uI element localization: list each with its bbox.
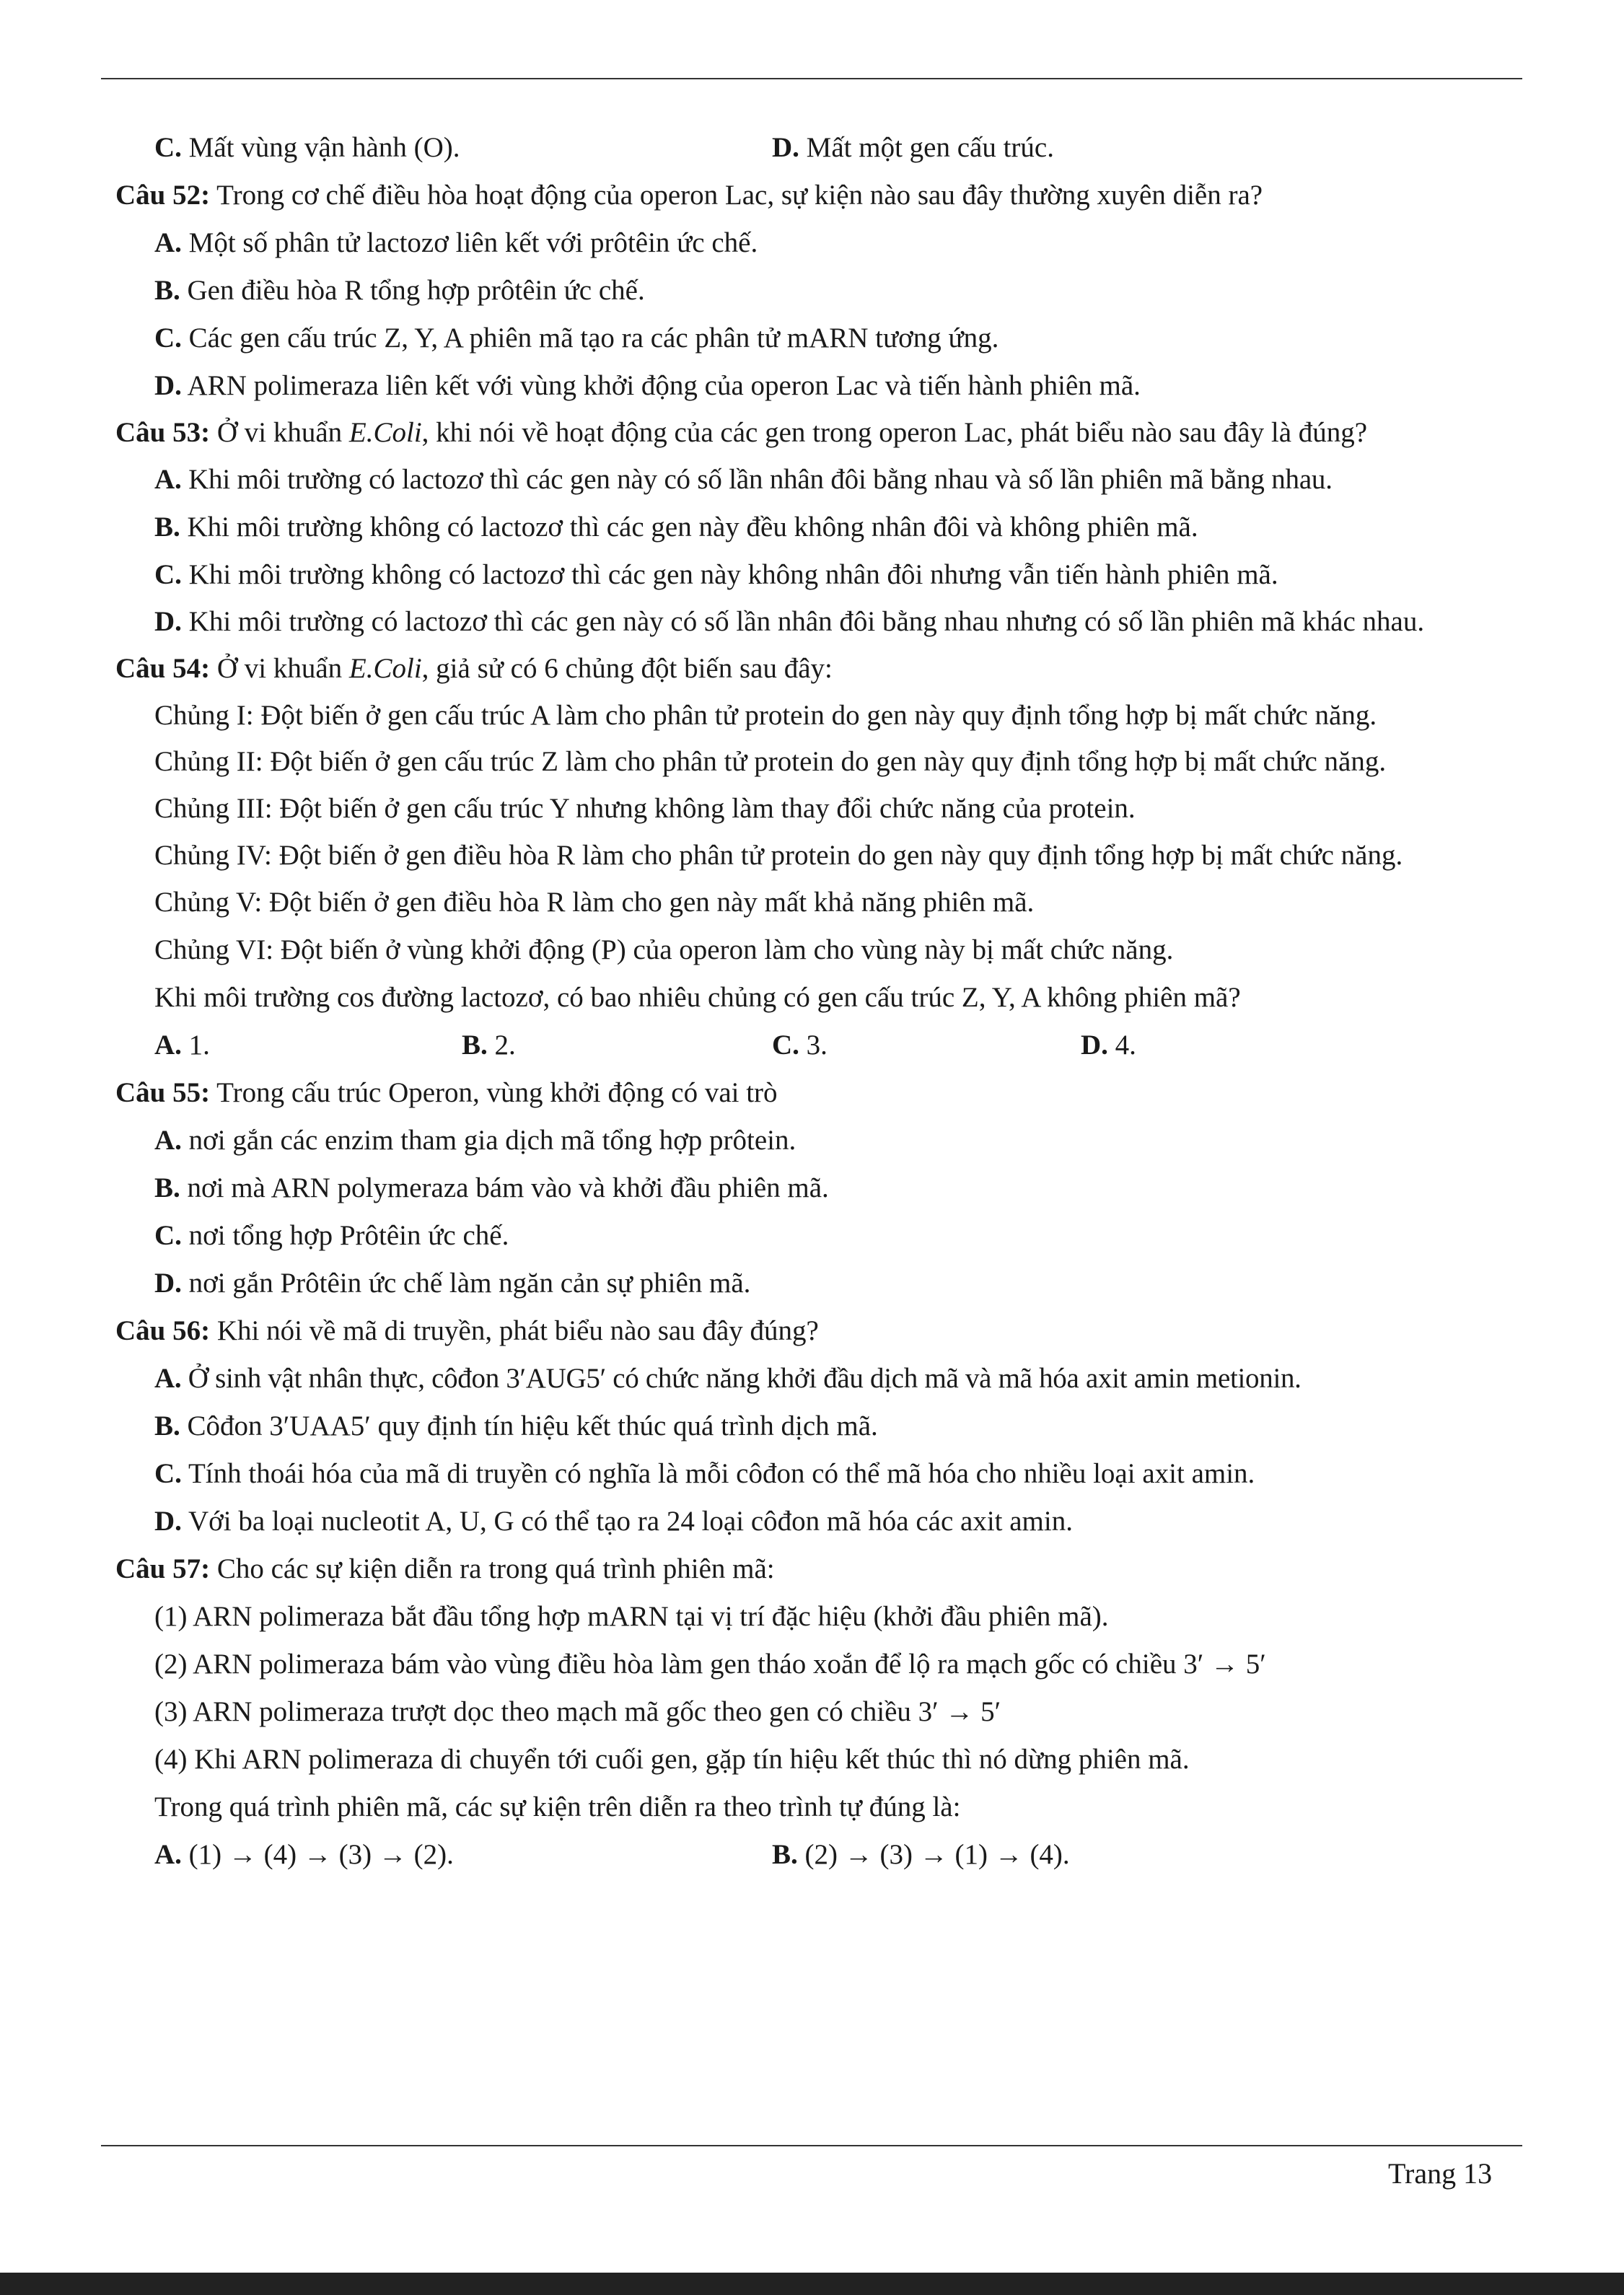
- option-text: nơi mà ARN polymeraza bám vào và khởi đầu phiên mã.: [187, 1172, 829, 1203]
- q54-strain-2: Chủng II: Đột biến ở gen cấu trúc Z làm cho phân tử protein do gen này quy định tổng hợp bị mất chức năng.: [154, 746, 1387, 777]
- option-label: A.: [154, 227, 182, 258]
- q55-option-c: [115, 1212, 1551, 1260]
- q54-strain-3: Chủng III: Đột biến ở gen cấu trúc Y nhưng không làm thay đổi chức năng của protein.: [154, 793, 1136, 824]
- option-text: ARN polimeraza liên kết với vùng khởi động của operon Lac và tiến hành phiên mã.: [187, 370, 1141, 401]
- q56-option-c: [115, 1450, 1551, 1498]
- bottom-edge-bar: [0, 2273, 1624, 2295]
- footer-rule: [101, 2145, 1522, 2146]
- option-label: A.: [154, 1125, 182, 1156]
- option-label: C.: [154, 322, 182, 354]
- question-label: Câu 54:: [115, 653, 211, 684]
- q52-option-c: [115, 315, 1551, 362]
- stem-text: Ở vi khuẩn: [216, 653, 343, 684]
- option-text: Khi môi trường có lactozơ thì các gen này có số lần nhân đôi bằng nhau và số lần phiên mã bằng nhau.: [188, 464, 1333, 495]
- option-label: B.: [772, 1839, 798, 1870]
- q52-option-b: [115, 267, 1551, 315]
- option-text: 2.: [494, 1030, 516, 1061]
- q55-option-a: [115, 1117, 1551, 1164]
- q57-event-4: (4) Khi ARN polimeraza di chuyển tới cuối gen, gặp tín hiệu kết thúc thì nó dừng phiên mã.: [154, 1744, 1190, 1775]
- q52-option-d: [115, 362, 1551, 410]
- option-text: 1.: [188, 1030, 210, 1061]
- q56-option-b: [115, 1403, 1551, 1450]
- option-label: B.: [154, 1410, 180, 1441]
- q54-stem: [115, 645, 1551, 693]
- option-text: nơi tổng hợp Prôtêin ức chế.: [188, 1220, 509, 1251]
- q51-option-c: [154, 124, 460, 172]
- option-text: (2) → (3) → (1) → (4).: [804, 1839, 1070, 1870]
- q54-options: [115, 1022, 1551, 1069]
- option-label: C.: [154, 1220, 182, 1251]
- stem-text: Ở vi khuẩn: [216, 417, 343, 448]
- q51-option-d: [772, 124, 1054, 172]
- q57-event-2: (2) ARN polimeraza bám vào vùng điều hòa làm gen tháo xoắn để lộ ra mạch gốc có chiều 3′ → 5′: [154, 1649, 1266, 1680]
- option-label: B.: [154, 512, 180, 543]
- option-label: B.: [154, 275, 180, 306]
- question-label: Câu 57:: [115, 1553, 211, 1584]
- q53-option-a: [115, 456, 1551, 504]
- q56-option-d: [115, 1498, 1551, 1545]
- question-stem: Trong cơ chế điều hòa hoạt động của operon Lac, sự kiện nào sau đây thường xuyên diễn ra?: [216, 180, 1263, 211]
- option-label: B.: [462, 1030, 488, 1061]
- option-text: Khi môi trường có lactozơ thì các gen này có số lần nhân đôi bằng nhau nhưng có số lần phiên mã khác nhau.: [188, 606, 1425, 637]
- page-number: Trang 13: [1388, 2157, 1493, 2190]
- q57-option-b: [772, 1831, 1070, 1879]
- species-name: E.Coli: [348, 417, 422, 448]
- question-stem: Cho các sự kiện diễn ra trong quá trình phiên mã:: [216, 1553, 775, 1584]
- q56-stem: [115, 1307, 1551, 1355]
- option-label: D.: [154, 1268, 182, 1299]
- header-rule: [101, 78, 1522, 79]
- option-label: C.: [154, 132, 182, 163]
- page-content: [115, 124, 1551, 1879]
- q53-option-d: [115, 599, 1551, 645]
- option-text: Côđon 3′UAA5′ quy định tín hiệu kết thúc quá trình dịch mã.: [187, 1410, 878, 1441]
- option-label: A.: [154, 1839, 182, 1870]
- question-label: Câu 56:: [115, 1315, 211, 1346]
- option-label: D.: [154, 1506, 182, 1537]
- q57-event-3: (3) ARN polimeraza trượt dọc theo mạch mã gốc theo gen có chiều 3′ → 5′: [154, 1696, 1001, 1727]
- option-label: D.: [154, 606, 182, 637]
- q54-strain-4: Chủng IV: Đột biến ở gen điều hòa R làm cho phân tử protein do gen này quy định tổng hợp bị mất chức năng.: [154, 840, 1403, 871]
- question-stem: Trong cấu trúc Operon, vùng khởi động có vai trò: [216, 1077, 778, 1108]
- question-stem: Khi nói về mã di truyền, phát biểu nào sau đây đúng?: [216, 1315, 819, 1346]
- option-text: Các gen cấu trúc Z, Y, A phiên mã tạo ra các phân tử mARN tương ứng.: [188, 322, 999, 354]
- stem-text: , giả sử có 6 chủng đột biến sau đây:: [421, 653, 833, 684]
- option-text: Khi môi trường không có lactozơ thì các gen này đều không nhân đôi và không phiên mã.: [187, 512, 1198, 543]
- option-text: Khi môi trường không có lactozơ thì các gen này không nhân đôi nhưng vẫn tiến hành phiên mã.: [188, 559, 1278, 590]
- q54-option-b: [462, 1022, 516, 1069]
- option-text: Mất một gen cấu trúc.: [806, 132, 1054, 163]
- option-label: C.: [772, 1030, 799, 1061]
- q57-question: Trong quá trình phiên mã, các sự kiện trên diễn ra theo trình tự đúng là:: [154, 1791, 961, 1822]
- question-label: Câu 52:: [115, 180, 211, 211]
- q55-option-b: [115, 1164, 1551, 1212]
- species-name: E.Coli: [348, 653, 422, 684]
- option-text: Tính thoái hóa của mã di truyền có nghĩa là mỗi côđon có thể mã hóa cho nhiều loại axit amin.: [188, 1458, 1255, 1489]
- q57-options: [115, 1831, 1551, 1879]
- option-text: Mất vùng vận hành (O).: [188, 132, 460, 163]
- q53-option-c: [115, 551, 1551, 599]
- option-label: A.: [154, 1030, 182, 1061]
- q54-option-a: [154, 1022, 210, 1069]
- q53-option-b: [115, 504, 1551, 551]
- option-label: C.: [154, 559, 182, 590]
- option-label: A.: [154, 1363, 182, 1394]
- q54-question: Khi môi trường cos đường lactozơ, có bao nhiêu chủng có gen cấu trúc Z, Y, A không phiên mã?: [154, 982, 1241, 1013]
- q54-option-d: [1081, 1022, 1136, 1069]
- q57-event-1: (1) ARN polimeraza bắt đầu tổng hợp mARN tại vị trí đặc hiệu (khởi đầu phiên mã).: [154, 1601, 1109, 1632]
- option-text: nơi gắn các enzim tham gia dịch mã tổng hợp prôtein.: [188, 1125, 796, 1156]
- q56-option-a: [115, 1355, 1551, 1403]
- option-text: 4.: [1115, 1030, 1136, 1061]
- q52-stem: [115, 172, 1551, 219]
- stem-text: , khi nói về hoạt động của các gen trong operon Lac, phát biểu nào sau đây là đúng?: [421, 417, 1368, 448]
- option-text: Với ba loại nucleotit A, U, G có thể tạo ra 24 loại côđon mã hóa các axit amin.: [188, 1506, 1073, 1537]
- option-label: C.: [154, 1458, 182, 1489]
- q55-option-d: [115, 1260, 1551, 1307]
- option-label: D.: [1081, 1030, 1108, 1061]
- option-text: Gen điều hòa R tổng hợp prôtêin ức chế.: [187, 275, 645, 306]
- option-label: B.: [154, 1172, 180, 1203]
- q54-option-c: [772, 1022, 828, 1069]
- option-text: (1) → (4) → (3) → (2).: [188, 1839, 454, 1870]
- option-label: D.: [154, 370, 182, 401]
- option-text: 3.: [806, 1030, 828, 1061]
- q53-stem: [115, 410, 1551, 456]
- q52-option-a: [115, 219, 1551, 267]
- option-label: D.: [772, 132, 799, 163]
- option-text: nơi gắn Prôtêin ức chế làm ngăn cản sự phiên mã.: [188, 1268, 751, 1299]
- option-label: A.: [154, 464, 182, 495]
- option-text: Một số phân tử lactozơ liên kết với prôtêin ức chế.: [188, 227, 758, 258]
- q57-stem: [115, 1545, 1551, 1593]
- question-label: Câu 53:: [115, 417, 211, 448]
- question-label: Câu 55:: [115, 1077, 211, 1108]
- option-text: Ở sinh vật nhân thực, côđon 3′AUG5′ có chức năng khởi đầu dịch mã và mã hóa axit amin metionin.: [188, 1363, 1302, 1394]
- q54-strain-5: Chủng V: Đột biến ở gen điều hòa R làm cho gen này mất khả năng phiên mã.: [154, 887, 1035, 918]
- q54-strain-1: Chủng I: Đột biến ở gen cấu trúc A làm cho phân tử protein do gen này quy định tổng hợp bị mất chức năng.: [154, 700, 1377, 731]
- q54-strain-6: Chủng VI: Đột biến ở vùng khởi động (P) của operon làm cho vùng này bị mất chức năng.: [154, 934, 1174, 965]
- q57-option-a: [154, 1831, 454, 1879]
- q55-stem: [115, 1069, 1551, 1117]
- q51-options-cd: [115, 124, 1551, 172]
